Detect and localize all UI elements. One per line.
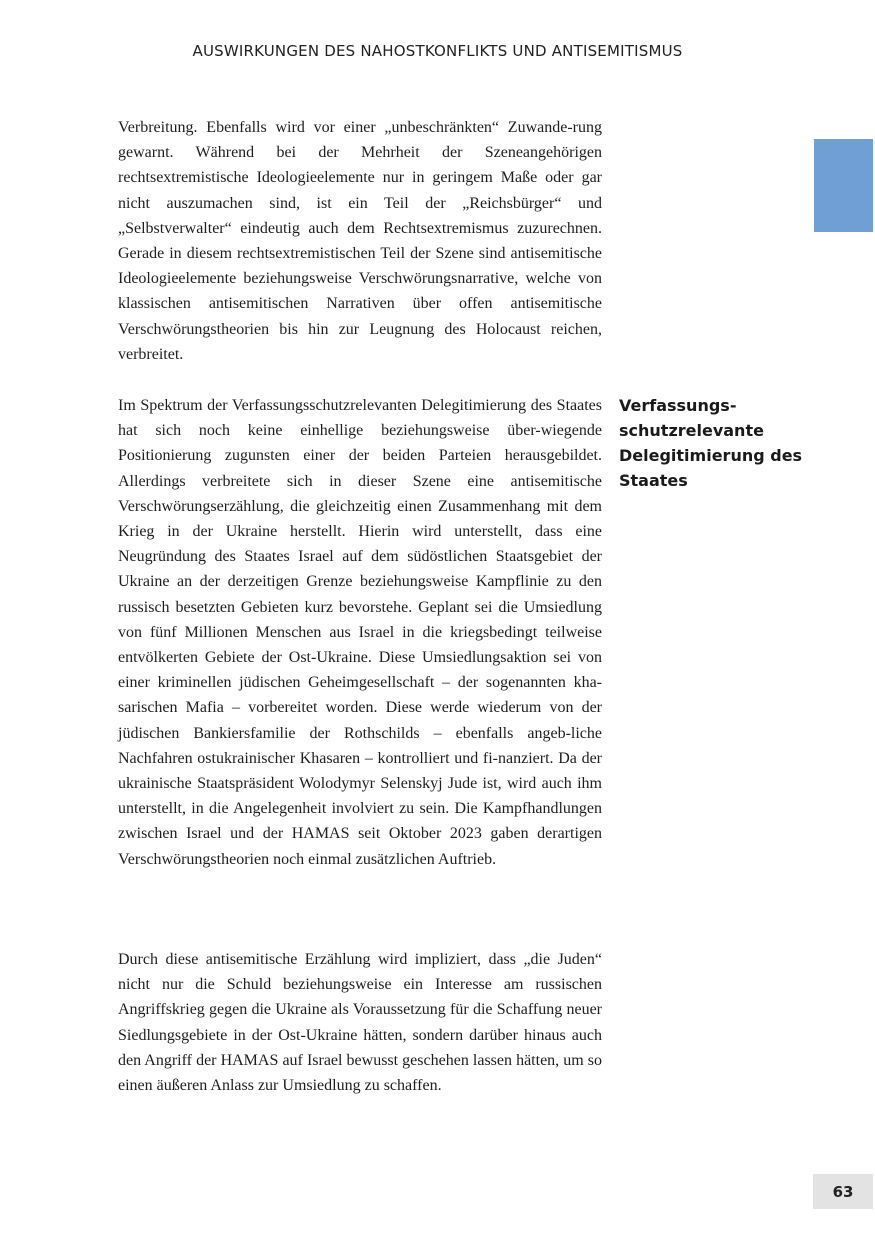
page-number: 63: [813, 1174, 873, 1209]
margin-note-line-2: schutzrelevante: [619, 421, 764, 440]
body-paragraph-2: Im Spektrum der Verfassungsschutzrelevanten Delegitimierung des Staates hat sich noch keine einhellige beziehungsweise über-wiegende Positionierung zugunsten einer der beiden Parteien herausgebildet. Allerdings verbreitete sich in dieser Szene eine antisemitische Verschwörungserzählung, die gleichzeitig einen Zusammenhang mit dem Krieg in der Ukraine herstellt. Hierin wird unterstellt, dass eine Neugründung des Staates Israel auf dem südöstlichen Staatsgebiet der Ukraine an der derzeitigen Grenze beziehungsweise Kampflinie zu den russisch besetzten Gebieten kurz bevorstehe. Geplant sei die Umsiedlung von fünf Millionen Menschen aus Israel in die kriegsbedingt teilweise entvölkerten Gebiete der Ost-Ukraine. Diese Umsiedlungsaktion sei von einer kriminellen jüdischen Geheimgesellschaft – der sogenannten kha-sarischen Mafia – vorbereitet worden. Diese werde wiederum von der jüdischen Bankiersfamilie der Rothschilds – ebenfalls angeb-liche Nachfahren ostukrainischer Khasaren – kontrolliert und fi-nanziert. Da der ukrainische Staatspräsident Wolodymyr Selenskyj Jude ist, wird auch ihm unterstellt, in die Angelegenheit involviert zu sein. Die Kampfhandlungen zwischen Israel und der HAMAS seit Oktober 2023 gaben derartigen Verschwörungstheorien noch einmal zusätzlichen Auftrieb.: [118, 397, 602, 868]
running-header: AUSWIRKUNGEN DES NAHOSTKONFLIKTS UND ANTISEMITISMUS: [192, 42, 683, 60]
margin-note: [619, 393, 803, 493]
margin-note-line-3: Delegitimierung des: [619, 446, 803, 465]
body-paragraph-1: Verbreitung. Ebenfalls wird vor einer „unbeschränkten“ Zuwande-rung gewarnt. Während bei der Mehrheit der Szeneangehörigen rechtsextremistische Ideologieelemente nur in geringem Maße oder gar nicht auszumachen sind, ist ein Teil der „Reichsbürger“ und „Selbstverwalter“ eindeutig auch dem Rechtsextremismus zuzurechnen. Gerade in diesem rechtsextremistischen Teil der Szene sind antisemitische Ideologieelemente beziehungsweise Verschwörungsnarrative, welche von klassischen antisemitischen Narrativen über offen antisemitische Verschwörungstheorien bis hin zur Leugnung des Holocaust reichen, verbreitet.: [118, 119, 602, 363]
margin-note-line-4: Staates: [619, 471, 688, 490]
chapter-tab-marker: [814, 139, 873, 232]
margin-note-line-1: Verfassungs-: [619, 396, 737, 415]
body-paragraph-3: Durch diese antisemitische Erzählung wird impliziert, dass „die Juden“ nicht nur die Schuld beziehungsweise ein Interesse am russischen Angriffskrieg gegen die Ukraine als Voraussetzung für die Schaffung neuer Siedlungsgebiete in der Ost-Ukraine hätten, sondern darüber hinaus auch den Angriff der HAMAS auf Israel bewusst geschehen lassen hätten, um so einen äußeren Anlass zur Umsiedlung zu schaffen.: [118, 951, 602, 1095]
